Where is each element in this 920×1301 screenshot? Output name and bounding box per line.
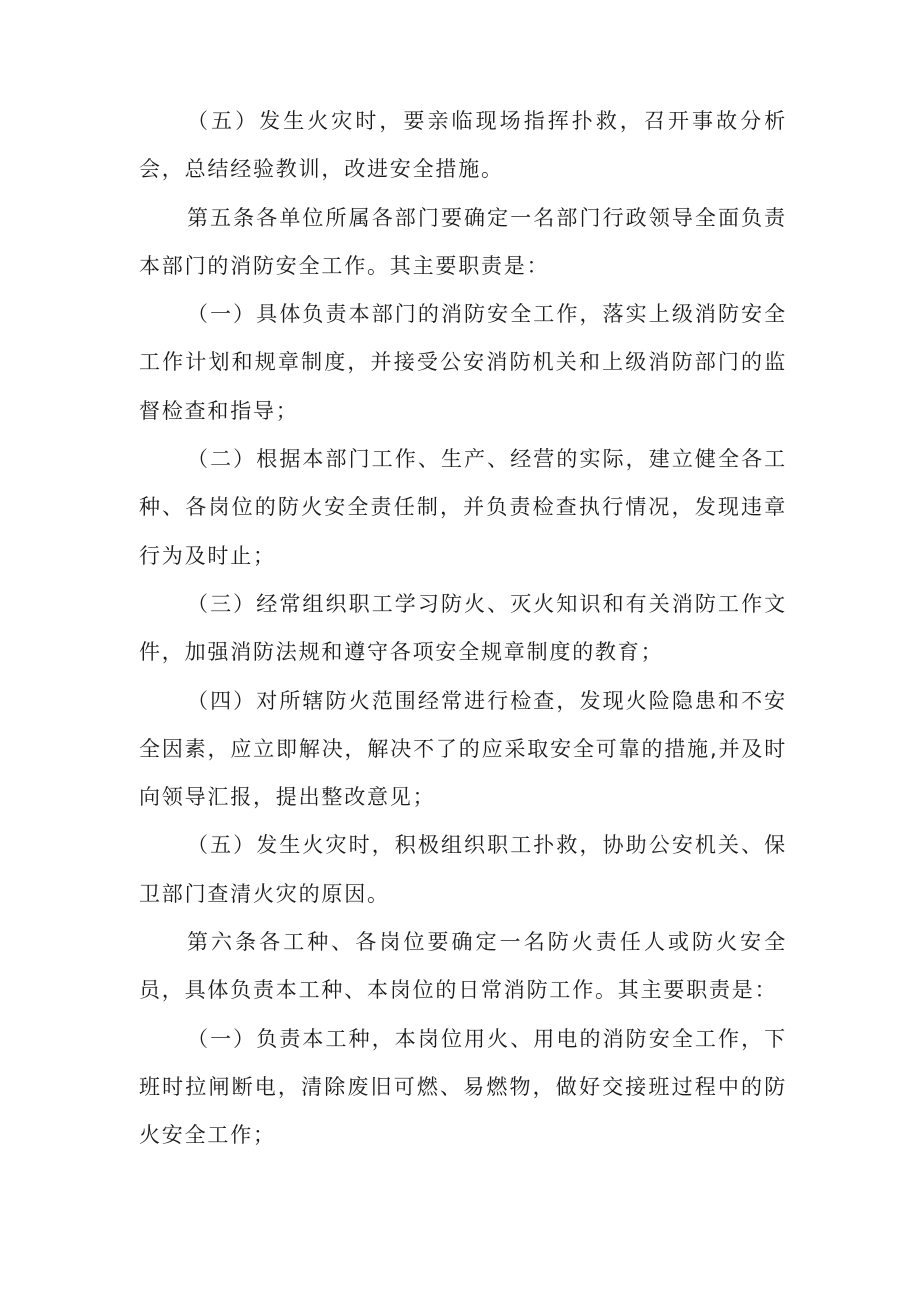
paragraph-article-5-item-4: （四）对所辖防火范围经常进行检查，发现火险隐患和不安全因素，应立即解决，解决不了的应采取安全可靠的措施,并及时向领导汇报，提出整改意见； — [139, 688, 787, 810]
paragraph-article-6-item-1: （一）负责本工种，本岗位用火、用电的消防安全工作，下班时拉闸断电，清除废旧可燃、易燃物，做好交接班过程中的防火安全工作； — [139, 1026, 787, 1148]
paragraph-section-5-item-5: （五）发生火灾时，要亲临现场指挥扑救，召开事故分析会，总结经验教训，改进安全措施。 — [139, 109, 787, 182]
document-body — [139, 97, 787, 1160]
paragraph-article-5-item-3: （三）经常组织职工学习防火、灭火知识和有关消防工作文件，加强消防法规和遵守各项安全规章制度的教育； — [139, 591, 787, 665]
paragraph-article-5-item-5: （五）发生火灾时，积极组织职工扑救，协助公安机关、保卫部门查清火灾的原因。 — [139, 833, 787, 906]
paragraph-article-5-item-1: （一）具体负责本部门的消防安全工作，落实上级消防安全工作计划和规章制度，并接受公安消防机关和上级消防部门的监督检查和指导； — [139, 302, 787, 423]
paragraph-article-5-item-2: （二）根据本部门工作、生产、经营的实际，建立健全各工种、各岗位的防火安全责任制，并负责检查执行情况，发现违章行为及时止； — [139, 447, 787, 568]
paragraph-article-6: 第六条各工种、各岗位要确定一名防火责任人或防火安全员，具体负责本工种、本岗位的日常消防工作。其主要职责是： — [139, 930, 787, 1003]
paragraph-article-5: 第五条各单位所属各部门要确定一名部门行政领导全面负责本部门的消防安全工作。其主要职责是： — [139, 205, 787, 278]
